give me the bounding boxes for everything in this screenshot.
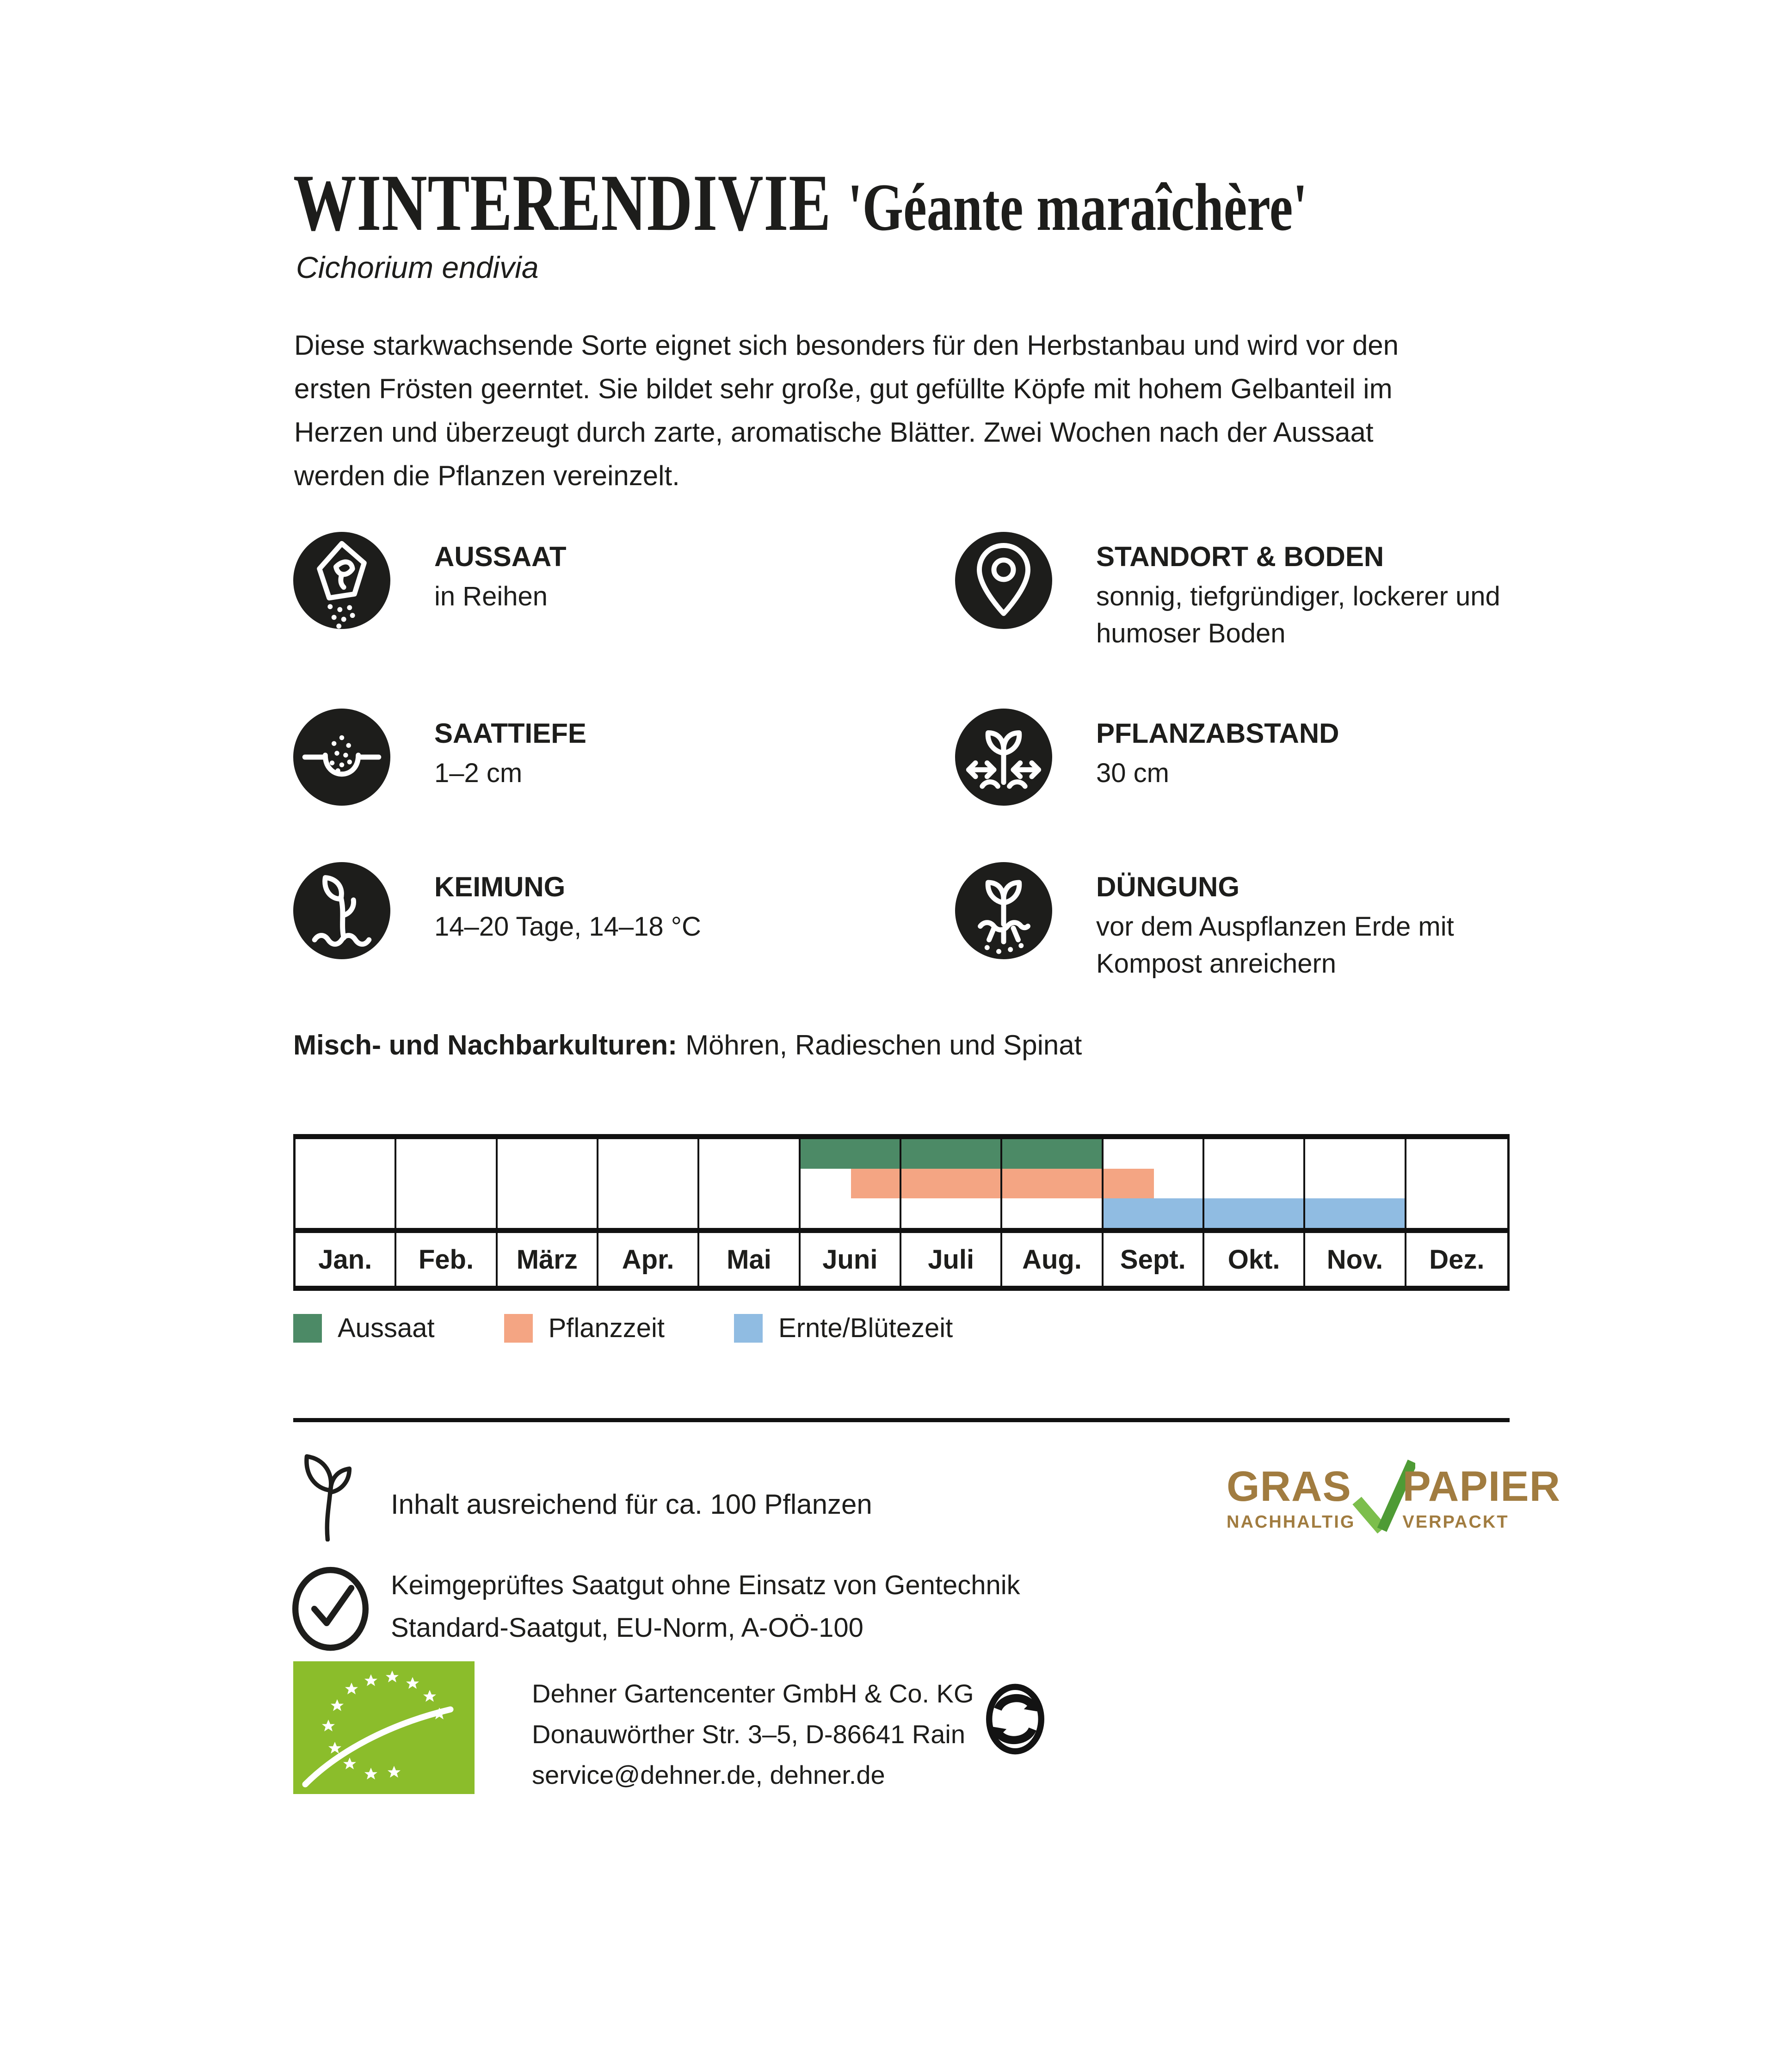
description-line: Diese starkwachsende Sorte eignet sich besonders für den Herbstanbau und wird vor den xyxy=(294,330,1399,361)
eu-organic-logo xyxy=(293,1661,475,1794)
description-line: Herzen und überzeugt durch zarte, aromatische Blätter. Zwei Wochen nach der Aussaat xyxy=(294,417,1374,448)
gras-papier-logo xyxy=(1227,1465,1560,1535)
description-paragraph xyxy=(294,324,1515,498)
content-quantity-text: Inhalt ausreichend für ca. 100 Pflanzen xyxy=(391,1489,872,1520)
legend-item-pflanzzeit xyxy=(504,1313,665,1344)
eu-organic-leaf-stars xyxy=(293,1661,475,1794)
green-dot-recycling-icon xyxy=(984,1682,1046,1757)
month-label: Apr. xyxy=(598,1233,699,1286)
page-title xyxy=(293,158,1307,248)
month-label: Aug. xyxy=(1002,1233,1103,1286)
month-label: Juli xyxy=(901,1233,1002,1286)
legend-swatch-ernte xyxy=(734,1314,763,1343)
feature-text xyxy=(434,532,567,629)
legend-item-aussaat xyxy=(293,1313,435,1344)
feature-text xyxy=(1096,709,1339,806)
calendar-column-line xyxy=(498,1139,598,1228)
location-pin-icon xyxy=(955,532,1052,629)
gras-sub: NACHHALTIG xyxy=(1227,1512,1356,1532)
divider-line xyxy=(293,1418,1510,1422)
feature-text xyxy=(434,709,586,806)
feature-desc: 14–20 Tage, 14–18 °C xyxy=(434,912,701,942)
sprout-leaves-icon xyxy=(283,1437,378,1542)
month-label: Jan. xyxy=(296,1233,396,1286)
feature-title: STANDORT & BODEN xyxy=(1096,541,1384,572)
address-line: Dehner Gartencenter GmbH & Co. KG xyxy=(532,1679,974,1708)
papier-column xyxy=(1402,1465,1560,1532)
botanical-name: Cichorium endivia xyxy=(296,250,539,284)
feature-duengung xyxy=(955,862,1519,982)
seed-bag-icon xyxy=(293,532,390,629)
address-line: service@dehner.de, dehner.de xyxy=(532,1760,885,1789)
feature-saattiefe xyxy=(293,709,955,806)
feature-desc: 30 cm xyxy=(1096,758,1169,788)
month-label: Juni xyxy=(801,1233,901,1286)
legend-label-ernte: Ernte/Blütezeit xyxy=(778,1313,953,1343)
quality-line: Standard-Saatgut, EU-Norm, A-OÖ-100 xyxy=(391,1613,863,1643)
calendar-column-line xyxy=(598,1139,699,1228)
legend-label-pflanzzeit: Pflanzzeit xyxy=(548,1313,665,1343)
legend-swatch-pflanzzeit xyxy=(504,1314,533,1343)
papier-word: PAPIER xyxy=(1402,1463,1561,1510)
sowing-calendar xyxy=(293,1134,1510,1291)
month-label: Mai xyxy=(699,1233,800,1286)
plant-spacing-icon xyxy=(955,709,1052,806)
feature-desc: vor dem Auspflanzen Erde mit Kompost anreichern xyxy=(1096,912,1454,979)
papier-sub: VERPACKT xyxy=(1402,1512,1509,1532)
feature-desc: in Reihen xyxy=(434,581,548,611)
feature-standort xyxy=(955,532,1519,652)
month-label: Nov. xyxy=(1305,1233,1406,1286)
month-label: Okt. xyxy=(1204,1233,1305,1286)
month-label: Dez. xyxy=(1429,1244,1485,1275)
feature-title: DÜNGUNG xyxy=(1096,871,1240,902)
variety-name: 'Géante maraîchère' xyxy=(847,170,1307,245)
month-label: Feb. xyxy=(396,1233,497,1286)
gras-word: GRAS xyxy=(1227,1463,1351,1510)
companion-label: Misch- und Nachbarkulturen: xyxy=(293,1030,678,1061)
calendar-bar-aussaat xyxy=(801,1139,1104,1169)
feature-title: AUSSAAT xyxy=(434,541,567,572)
feature-pflanzabstand xyxy=(955,709,1519,806)
germination-icon xyxy=(293,862,390,959)
feature-aussaat xyxy=(293,532,955,629)
address-line: Donauwörther Str. 3–5, D-86641 Rain xyxy=(532,1720,965,1749)
calendar-column-line xyxy=(1406,1139,1507,1228)
feature-text xyxy=(434,862,701,959)
feature-desc: 1–2 cm xyxy=(434,758,523,788)
feature-desc: sonnig, tiefgründiger, lockerer und humoser Boden xyxy=(1096,581,1500,648)
quality-line: Keimgeprüftes Saatgut ohne Einsatz von Gentechnik xyxy=(391,1570,1020,1600)
fertilizer-icon xyxy=(955,862,1052,959)
calendar-column-line xyxy=(396,1139,497,1228)
calendar-column-line xyxy=(699,1139,800,1228)
feature-title: KEIMUNG xyxy=(434,871,566,902)
companion-value: Möhren, Radieschen und Spinat xyxy=(685,1030,1082,1061)
feature-keimung xyxy=(293,862,955,959)
legend-label-aussaat: Aussaat xyxy=(338,1313,435,1343)
check-circle-icon xyxy=(283,1560,378,1654)
feature-text xyxy=(1096,862,1519,982)
product-name: WINTERENDIVIE xyxy=(293,158,832,248)
legend-item-ernte xyxy=(734,1313,953,1344)
calendar-bar-ernte xyxy=(1104,1198,1406,1228)
calendar-bars xyxy=(296,1139,1507,1233)
companion-cultures xyxy=(293,1029,1082,1061)
gras-column xyxy=(1227,1465,1355,1532)
feature-grid xyxy=(293,532,1519,982)
description-line: ersten Frösten geerntet. Sie bildet sehr große, gut gefüllte Köpfe mit hohem Gelbanteil im xyxy=(294,373,1393,404)
month-label: März xyxy=(498,1233,598,1286)
calendar-month-row xyxy=(296,1233,1507,1286)
legend-swatch-aussaat xyxy=(293,1314,322,1343)
quality-statement xyxy=(391,1564,1020,1649)
calendar-column-line xyxy=(296,1139,396,1228)
feature-text xyxy=(1096,532,1519,652)
calendar-bar-pflanzzeit xyxy=(851,1169,1154,1198)
manufacturer-address xyxy=(532,1673,974,1795)
calendar-legend xyxy=(293,1313,953,1344)
description-line: werden die Pflanzen vereinzelt. xyxy=(294,460,680,491)
seed-depth-icon xyxy=(293,709,390,806)
feature-title: PFLANZABSTAND xyxy=(1096,718,1339,749)
month-label: Sept. xyxy=(1104,1233,1204,1286)
feature-title: SAATTIEFE xyxy=(434,718,586,749)
